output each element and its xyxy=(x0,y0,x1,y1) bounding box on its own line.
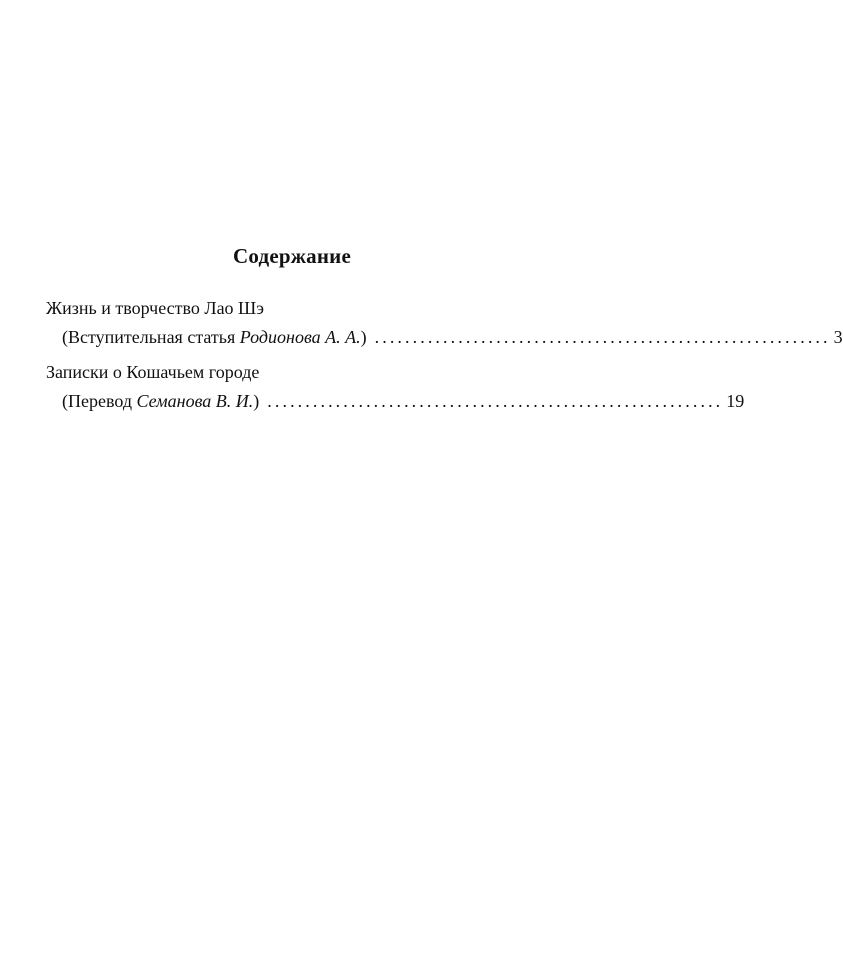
note-prefix: (Перевод xyxy=(62,391,137,411)
toc-entry[interactable] xyxy=(46,358,745,416)
toc-entry[interactable] xyxy=(46,294,843,352)
toc-entry-note-text xyxy=(62,387,259,416)
dot-leader: ............................................................ xyxy=(267,391,724,411)
note-suffix: ) xyxy=(360,327,367,347)
dot-leader: ............................................................ xyxy=(374,327,831,347)
note-author: Семанова В. И. xyxy=(136,391,254,411)
toc-entry-note xyxy=(46,387,745,416)
note-suffix: ) xyxy=(253,391,260,411)
toc-title: Содержание xyxy=(233,244,351,268)
toc-entry-title: Записки о Кошачьем городе xyxy=(46,362,260,382)
note-author: Родионова А. А. xyxy=(239,327,361,347)
toc-entry-note-text xyxy=(62,323,367,352)
note-prefix: (Вступительная статья xyxy=(62,327,240,347)
toc-page-number: 19 xyxy=(726,391,745,411)
toc-entry-note xyxy=(46,323,843,352)
toc-page-number: 3 xyxy=(833,327,843,347)
toc-entry-title: Жизнь и творчество Лао Шэ xyxy=(46,298,264,318)
